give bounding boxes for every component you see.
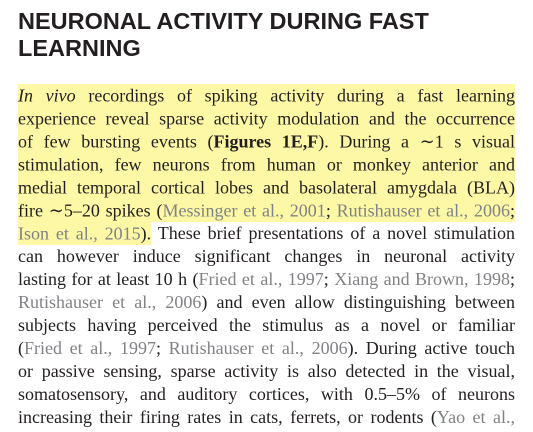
text-run: stimulation, few neurons from human or monkey anterior and [18, 154, 515, 174]
paragraph-line [18, 107, 515, 130]
citation-link[interactable]: Xiang and Brown, 1998 [334, 269, 510, 289]
paragraph-line [18, 84, 515, 107]
text-run: of few bursting events ( [18, 131, 214, 151]
paragraph-line [18, 337, 515, 360]
text-run: recordings of spiking activity during a fast learning [75, 85, 515, 105]
text-run: fire ∼5–20 spikes ( [18, 200, 163, 220]
italic-term: In vivo [18, 85, 76, 105]
paragraph-line [18, 291, 515, 314]
paragraph-line [18, 245, 515, 268]
text-run: or passive sensing, sparse activity is also detected in the visual, [18, 361, 515, 381]
text-run: experience reveal sparse activity modulation and the occurrence [18, 108, 515, 128]
citation-link[interactable]: Fried et al., 1997 [24, 338, 156, 358]
paragraph-line [18, 383, 515, 406]
text-run: ) and even allow distinguishing between [201, 292, 515, 312]
paragraph-line [18, 406, 515, 429]
text-run: medial temporal cortical lobes and basolateral amygdala (BLA) [18, 177, 515, 197]
paragraph-line [18, 314, 515, 337]
text-run: ). [140, 223, 152, 243]
text-run: increasing their firing rates in cats, ferrets, or rodents ( [18, 407, 437, 427]
paragraph-line [18, 153, 515, 176]
text-run: These brief presentations of a novel stimulation [151, 223, 515, 243]
text-run: ( [18, 338, 24, 358]
citation-link[interactable]: Fried et al., 1997 [198, 269, 324, 289]
paragraph-line [18, 222, 515, 245]
text-run: ). During active touch [347, 338, 515, 358]
text-run: ; [509, 269, 515, 289]
paragraph-line [18, 268, 515, 291]
citation-link[interactable]: Rutishauser et al., 2006 [336, 200, 510, 220]
citation-link[interactable]: Yao et al., [436, 407, 515, 427]
text-run: can however induce significant changes in neuronal activity [18, 246, 515, 266]
text-run: ; [325, 200, 337, 220]
body-paragraph [18, 84, 515, 429]
text-run: ; [509, 200, 515, 220]
citation-link[interactable]: Rutishauser et al., 2006 [18, 292, 202, 312]
citation-link[interactable]: Ison et al., 2015 [18, 223, 141, 243]
text-run: subjects having perceived the stimulus as a novel or familiar [18, 315, 515, 335]
paragraph-line [18, 360, 515, 383]
section-heading: NEURONAL ACTIVITY DURING FAST LEARNING [18, 8, 429, 61]
paragraph-line [18, 130, 515, 153]
citation-link[interactable]: Rutishauser et al., 2006 [168, 338, 348, 358]
text-run: ). During a ∼1 s visual [318, 131, 515, 151]
text-run: ; [155, 338, 169, 358]
paragraph-line [18, 199, 515, 222]
text-run: ; [323, 269, 335, 289]
figure-reference: Figures 1E,F [213, 131, 319, 151]
text-run: somatosensory, and auditory cortices, with 0.5–5% of neurons [18, 384, 515, 404]
text-run: lasting for at least 10 h ( [18, 269, 199, 289]
paragraph-line [18, 176, 515, 199]
citation-link[interactable]: Messinger et al., 2001 [162, 200, 326, 220]
